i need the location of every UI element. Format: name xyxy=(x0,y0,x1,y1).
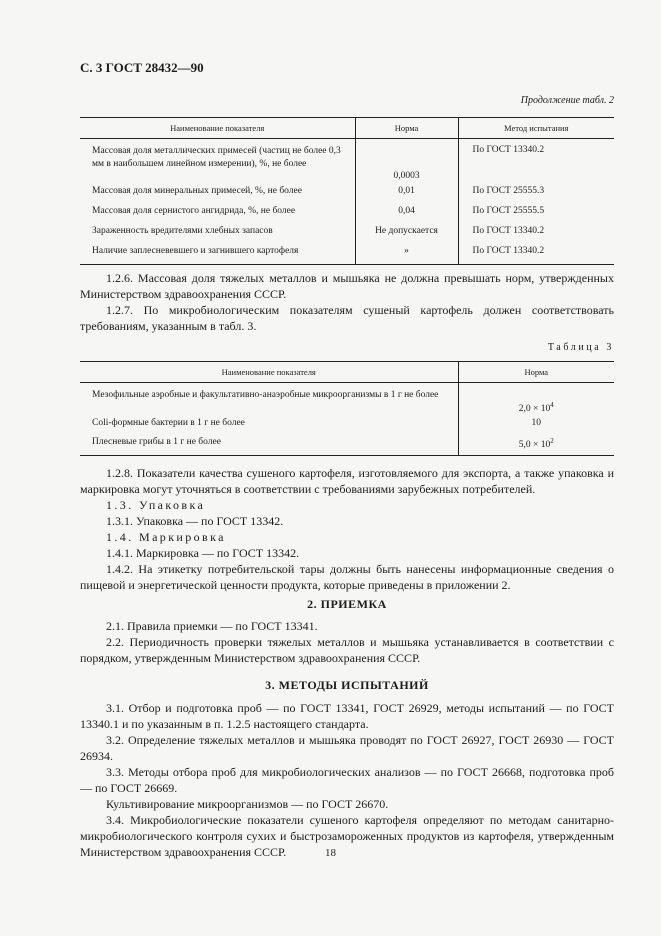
table-row xyxy=(80,139,614,182)
paragraph-3-4: 3.4. Микробиологические показатели сушеного картофеля определяют по методам санитарно-микробиологического контроля сухих и быстрозамороженных продуктов из картофеля, утвержденным Министерством здравоохранения СССР. xyxy=(80,813,614,859)
cell-norm: 0,01 xyxy=(355,181,458,206)
cell-method: По ГОСТ 25555.5 xyxy=(458,206,614,226)
cell-name: Наличие заплесневевшего и загнившего картофеля xyxy=(92,246,299,256)
paragraph-1-3-1: 1.3.1. Упаковка — по ГОСТ 13342. xyxy=(106,514,284,528)
cell-method: По ГОСТ 13340.2 xyxy=(458,139,614,182)
norm-base: 10 xyxy=(531,418,541,429)
table-row xyxy=(80,206,614,226)
column-header-name: Наименование показателя xyxy=(221,367,316,377)
cell-name: Массовая доля металлических примесей (частиц не более 0,3 мм в наибольшем линейном измерении), %, не более xyxy=(92,146,341,169)
subsection-1-4-heading: 1.4. Маркировка xyxy=(106,530,226,544)
paragraph-3-1: 3.1. Отбор и подготовка проб — по ГОСТ 13341, ГОСТ 26929, методы испытаний — по ГОСТ 13340.1 и по указанным в п. 1.2.5 настоящего стандарта. xyxy=(80,701,614,731)
page-number: 18 xyxy=(325,847,336,859)
cell-norm xyxy=(458,383,614,415)
norm-exponent: 2 xyxy=(550,437,554,446)
table-3 xyxy=(80,361,614,456)
section-2-title: 2. ПРИЕМКА xyxy=(307,597,387,611)
cell-method: По ГОСТ 25555.3 xyxy=(458,181,614,206)
paragraph-1-2-8: 1.2.8. Показатели качества сушеного картофеля, изготовляемого для экспорта, а также упаковка и маркировка могут уточняться в соответствии с требованиями зарубежных потребителей. xyxy=(80,466,614,496)
column-header-norm: Норма xyxy=(458,362,614,383)
cell-name: Массовая доля минеральных примесей, %, не более xyxy=(92,186,302,196)
cell-norm xyxy=(458,437,614,456)
table-row xyxy=(80,226,614,246)
table-row xyxy=(80,437,614,456)
table-row xyxy=(80,181,614,206)
cell-name: Плесневые грибы в 1 г не более xyxy=(92,437,221,448)
table-header-row xyxy=(80,118,614,139)
column-header-norm: Норма xyxy=(355,118,458,139)
cell-method: По ГОСТ 13340.2 xyxy=(458,246,614,265)
paragraph-1-2-7: 1.2.7. По микробиологическим показателям сушеный картофель должен соответствовать требованиям, указанным в табл. 3. xyxy=(80,303,614,333)
table3-label: Таблица 3 xyxy=(547,342,614,353)
cell-name: Зараженность вредителями хлебных запасов xyxy=(92,226,273,236)
table-row xyxy=(80,246,614,265)
column-header-name: Наименование показателя xyxy=(170,123,265,133)
section-3-title: 3. МЕТОДЫ ИСПЫТАНИЙ xyxy=(265,678,429,692)
paragraph-3-2: 3.2. Определение тяжелых металлов и мышьяка проводят по ГОСТ 26927, ГОСТ 26930 — ГОСТ 26934. xyxy=(80,733,614,763)
cell-name: Массовая доля сернистого ангидрида, %, не более xyxy=(92,206,296,216)
norm-base: 5,0 × 10 xyxy=(518,440,551,451)
paragraph-1-2-6: 1.2.6. Массовая доля тяжелых металлов и мышьяка не должна превышать норм, утвержденных Министерством здравоохранения СССР. xyxy=(80,271,614,301)
paragraph-2-1: 2.1. Правила приемки — по ГОСТ 13341. xyxy=(106,619,318,633)
paragraph-3-3-cultivation: Культивирование микроорганизмов — по ГОСТ 26670. xyxy=(106,797,389,811)
cell-name: Coli-формные бактерии в 1 г не более xyxy=(92,418,245,429)
table-header-row xyxy=(80,362,614,383)
cell-method: По ГОСТ 13340.2 xyxy=(458,226,614,246)
cell-norm: » xyxy=(355,246,458,265)
paragraphs-1-2-6-7 xyxy=(80,270,614,334)
paragraph-2-2: 2.2. Периодичность проверки тяжелых металлов и мышьяка устанавливается в соответствии с порядком, утвержденным Министерством здравоохранения СССР. xyxy=(80,635,614,665)
cell-norm: 0,0003 xyxy=(355,139,458,182)
column-header-method: Метод испытания xyxy=(458,118,614,139)
table-row xyxy=(80,414,614,437)
cell-norm: Не допускается xyxy=(355,226,458,246)
paragraphs-1-2-8-to-1-4-2 xyxy=(80,465,614,593)
paragraphs-section-3 xyxy=(80,700,614,860)
cell-norm: 0,04 xyxy=(355,206,458,226)
norm-base: 2,0 × 10 xyxy=(518,404,551,415)
cell-name: Мезофильные аэробные и факультативно-анаэробные микроорганизмы в 1 г не более xyxy=(92,390,439,400)
paragraph-1-4-1: 1.4.1. Маркировка — по ГОСТ 13342. xyxy=(106,546,300,560)
paragraph-3-3: 3.3. Методы отбора проб для микробиологических анализов — по ГОСТ 26668, подготовка проб — по ГОСТ 26669. xyxy=(80,765,614,795)
page-header: С. 3 ГОСТ 28432—90 xyxy=(80,60,204,75)
table-row xyxy=(80,383,614,415)
table-2 xyxy=(80,117,614,265)
paragraph-1-4-2: 1.4.2. На этикетку потребительской тары должны быть нанесены информационные сведения о пищевой и энергетической ценности продукта, которые приведены в приложении 2. xyxy=(80,562,614,592)
norm-exponent: 4 xyxy=(550,401,554,409)
table2-continuation-label: Продолжение табл. 2 xyxy=(520,95,614,106)
subsection-1-3-heading: 1.3. Упаковка xyxy=(106,498,206,512)
cell-norm xyxy=(458,414,614,437)
paragraphs-section-2 xyxy=(80,618,614,666)
